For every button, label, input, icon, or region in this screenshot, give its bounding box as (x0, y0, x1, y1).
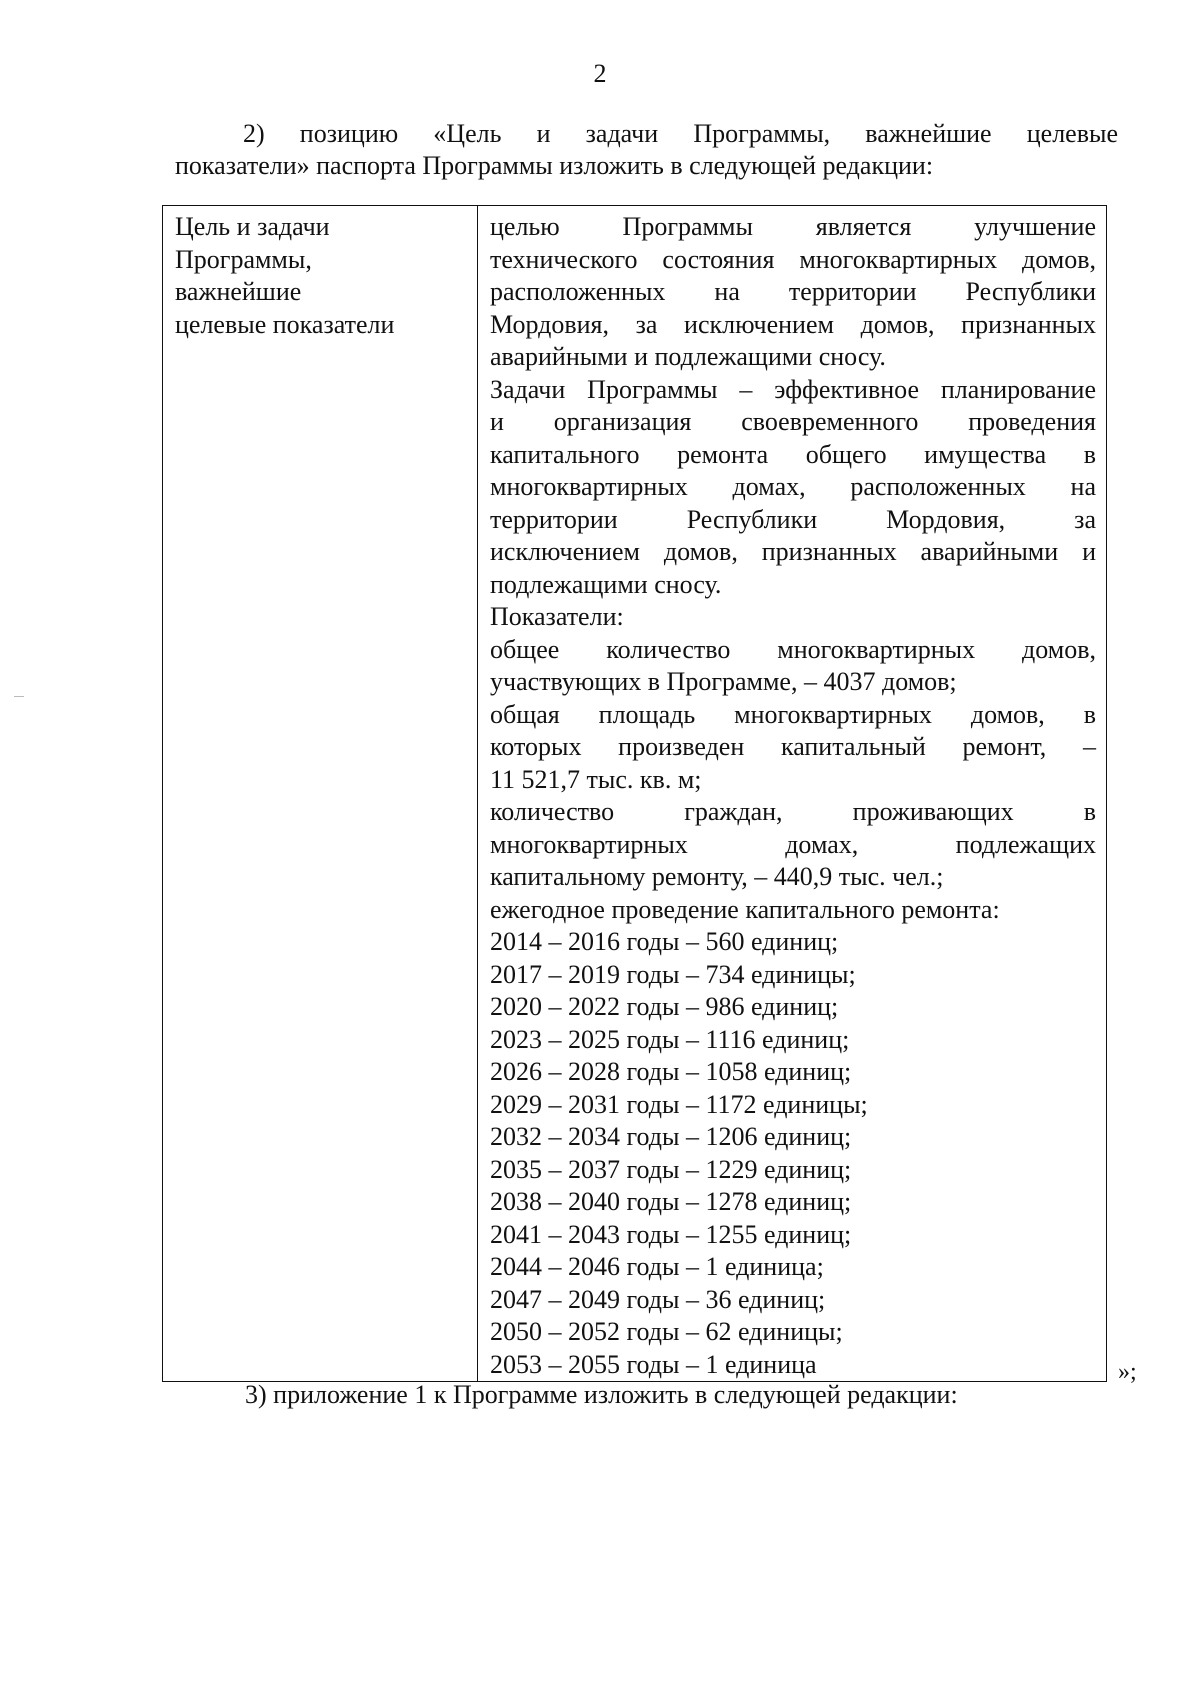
position-name-cell (163, 206, 478, 1382)
left-cell-line: Цель и задачи (175, 212, 330, 241)
right-cell-line: которых произведен капитальный ремонт, – (490, 732, 1096, 761)
right-cell-line: капитальному ремонту, – 440,9 тыс. чел.; (490, 862, 944, 891)
passport-table (162, 205, 1107, 1382)
right-cell-line: подлежащими сносу. (490, 569, 722, 599)
right-cell-line: Мордовия, за исключением домов, признанных (490, 309, 1096, 339)
left-cell-line: важнейшие (175, 277, 302, 306)
right-cell-line: 2053 – 2055 годы – 1 единица (490, 1349, 817, 1379)
right-cell-line: аварийными и подлежащими сносу. (490, 342, 886, 371)
right-cell-line: технического состояния многоквартирных домов, (490, 244, 1096, 274)
right-cell-line: 2014 – 2016 годы – 560 единиц; (490, 927, 839, 956)
right-cell-line: исключением домов, признанных аварийными и (490, 537, 1096, 566)
right-cell-line: Задачи Программы – эффективное планирование (490, 374, 1096, 404)
right-cell-line: целью Программы является улучшение (490, 212, 1096, 241)
intro-line-2: показатели» паспорта Программы изложить в следующей редакции: (175, 151, 934, 180)
right-cell-line: 2041 – 2043 годы – 1255 единиц; (490, 1219, 852, 1249)
right-cell-line: 2035 – 2037 годы – 1229 единиц; (490, 1154, 852, 1184)
right-cell-line: ежегодное проведение капитального ремонта: (490, 894, 1000, 924)
right-cell-line: 2032 – 2034 годы – 1206 единиц; (490, 1122, 852, 1151)
right-cell-line: 2026 – 2028 годы – 1058 единиц; (490, 1057, 852, 1086)
right-cell-line: территории Республики Мордовия, за (490, 504, 1096, 534)
right-cell-line: 2050 – 2052 годы – 62 единицы; (490, 1317, 843, 1346)
item-3-paragraph: 3) приложение 1 к Программе изложить в следующей редакции: (245, 1380, 958, 1409)
page-number: 2 (593, 59, 607, 88)
right-cell-line: капитального ремонта общего имущества в (490, 439, 1096, 469)
intro-paragraph (175, 118, 1118, 182)
left-cell-line: целевые показатели (175, 309, 395, 339)
right-cell-line: общее количество многоквартирных домов, (490, 634, 1096, 664)
right-cell-line: 2044 – 2046 годы – 1 единица; (490, 1252, 824, 1281)
right-cell-line: количество граждан, проживающих в (490, 797, 1096, 826)
table-row (163, 206, 1107, 1382)
right-cell-line: 2047 – 2049 годы – 36 единиц; (490, 1284, 826, 1314)
right-cell-line: 2017 – 2019 годы – 734 единицы; (490, 959, 856, 989)
right-cell-line: 2038 – 2040 годы – 1278 единиц; (490, 1187, 852, 1216)
closing-quote: »; (1118, 1359, 1137, 1385)
right-cell-line: многоквартирных домах, расположенных на (490, 472, 1096, 501)
left-cell-line: Программы, (175, 244, 312, 274)
right-cell-line: 2029 – 2031 годы – 1172 единицы; (490, 1089, 868, 1119)
right-cell-line: общая площадь многоквартирных домов, в (490, 699, 1096, 729)
right-cell-line: многоквартирных домах, подлежащих (490, 829, 1096, 859)
right-cell-line: участвующих в Программе, – 4037 домов; (490, 667, 957, 696)
intro-line-1: 2) позицию «Цель и задачи Программы, важнейшие целевые (243, 119, 1118, 148)
right-cell-line: расположенных на территории Республики (490, 277, 1096, 306)
right-cell-line: 2020 – 2022 годы – 986 единиц; (490, 992, 839, 1021)
right-cell-line: Показатели: (490, 602, 624, 631)
right-cell-line: и организация своевременного проведения (490, 407, 1096, 436)
position-content-cell (478, 206, 1107, 1382)
margin-mark (14, 696, 24, 697)
right-cell-line: 2023 – 2025 годы – 1116 единиц; (490, 1024, 850, 1054)
right-cell-line: 11 521,7 тыс. кв. м; (490, 764, 702, 794)
